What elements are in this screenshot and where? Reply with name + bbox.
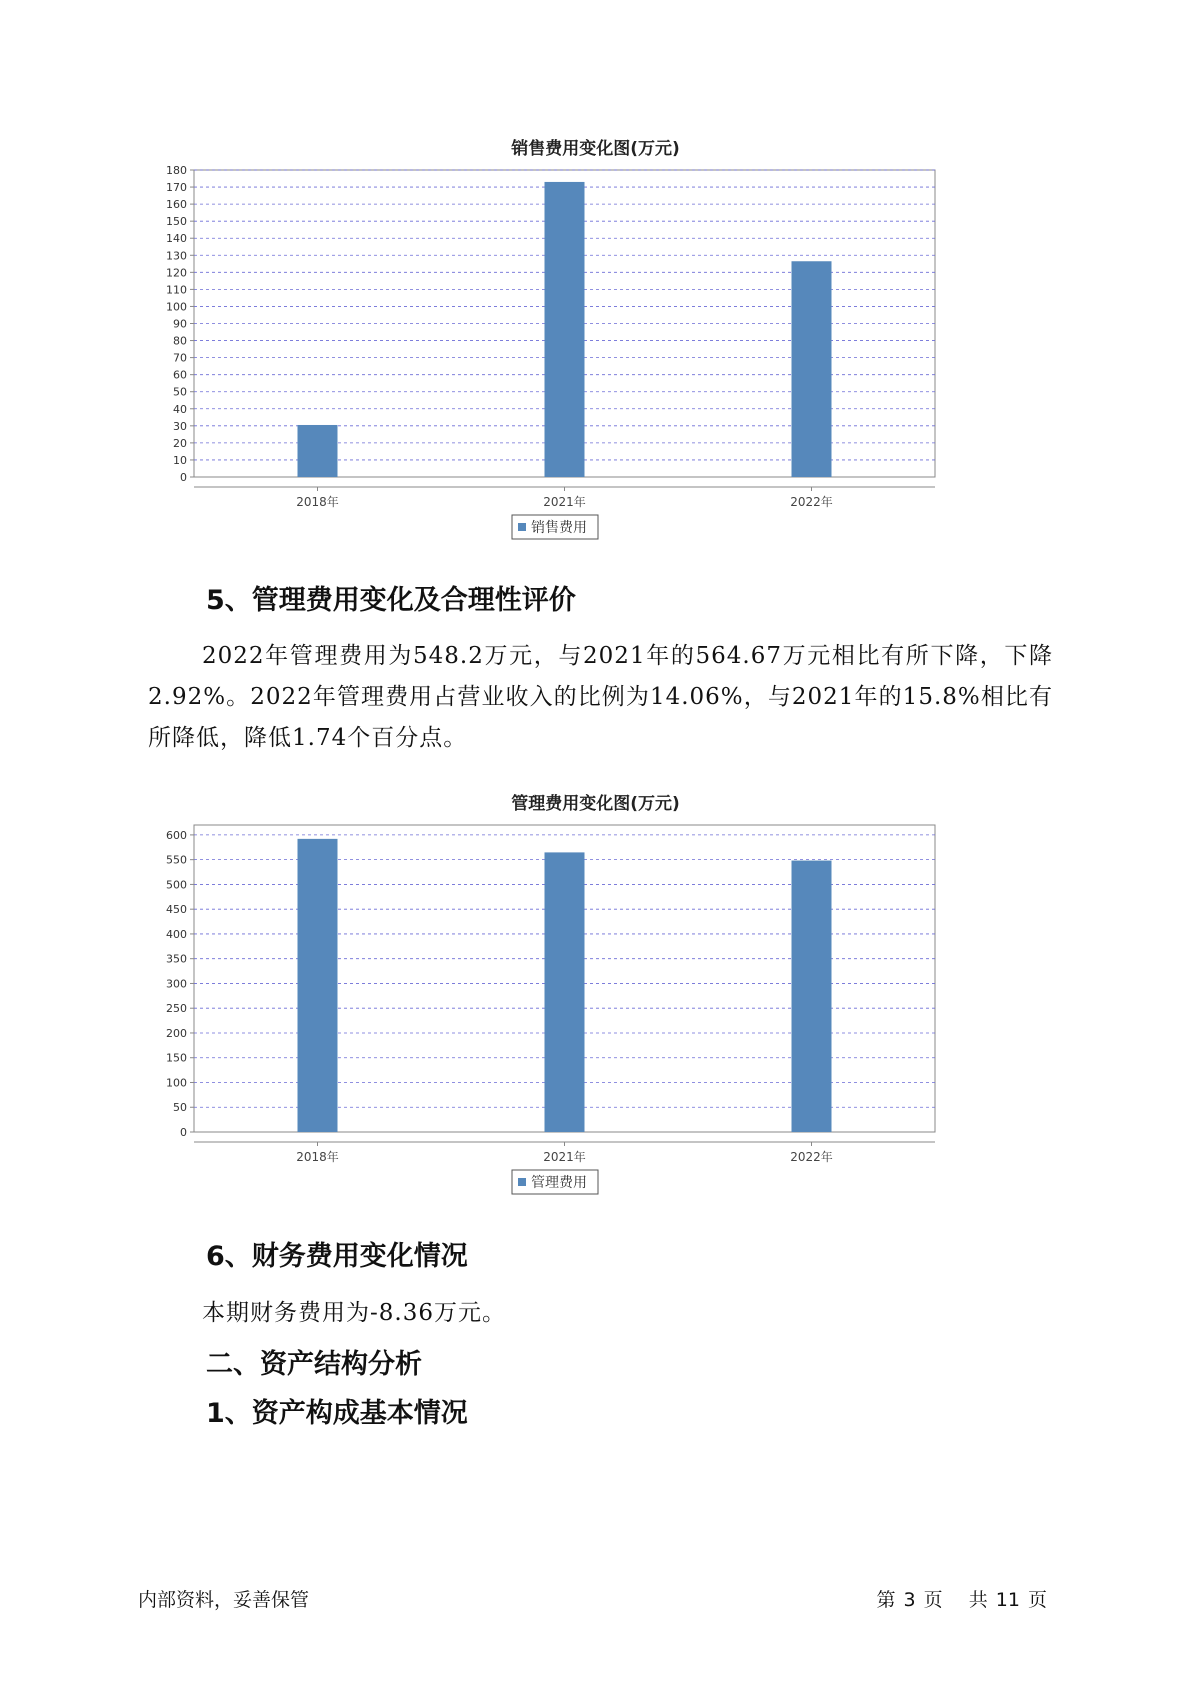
admin-chart-y-tick-label: 300: [166, 977, 187, 991]
sales-chart-y-tick-label: 20: [173, 436, 187, 450]
sales-chart-y-tick-label: 90: [173, 317, 187, 331]
admin-chart-y-tick-label: 0: [180, 1126, 187, 1139]
sales-chart-legend-label: 销售费用: [531, 520, 587, 536]
sales-chart-legend-swatch: [518, 523, 526, 531]
sales-chart-y-tick-label: 60: [173, 368, 187, 382]
sales-expense-chart: [150, 162, 1010, 552]
sales-chart-y-tick-label: 50: [173, 385, 187, 399]
sales-chart-y-tick-label: 160: [166, 198, 187, 212]
sales-chart-x-tick-label: 2018年: [296, 495, 339, 509]
admin-chart-y-tick-label: 100: [166, 1076, 187, 1090]
admin-expense-chart: [150, 817, 1010, 1207]
sales-chart-bar-2021年: [545, 182, 585, 477]
footer-confidential-note: 内部资料，妥善保管: [138, 1589, 310, 1611]
sales-expense-chart-title: 销售费用变化图(万元): [511, 139, 680, 159]
admin-chart-y-tick-label: 150: [166, 1051, 187, 1065]
admin-chart-y-tick-label: 200: [166, 1026, 187, 1040]
admin-chart-legend-label: 管理费用: [531, 1175, 587, 1191]
page-prefix: 第: [876, 1589, 896, 1611]
admin-chart-y-tick-label: 500: [166, 878, 187, 892]
sales-chart-y-tick-label: 180: [166, 164, 187, 177]
sales-chart-y-tick-label: 110: [166, 283, 187, 297]
sales-chart-y-tick-label: 120: [166, 266, 187, 280]
section-6-heading: 6、财务费用变化情况: [206, 1241, 468, 1272]
sales-chart-bar-2018年: [298, 425, 338, 477]
sales-chart-y-tick-label: 40: [173, 402, 187, 416]
total-unit: 页: [1027, 1589, 1047, 1611]
sales-chart-y-tick-label: 100: [166, 300, 187, 314]
sales-chart-y-tick-label: 130: [166, 249, 187, 263]
sales-chart-y-tick-label: 80: [173, 334, 187, 348]
sales-chart-bar-2022年: [792, 261, 832, 477]
admin-chart-x-tick-label: 2018年: [296, 1150, 339, 1164]
admin-chart-y-tick-label: 350: [166, 952, 187, 966]
admin-chart-y-tick-label: 600: [166, 828, 187, 842]
section-5-paragraph: 2022年管理费用为548.2万元，与2021年的564.67万元相比有所下降，下降2.92%。2022年管理费用占营业收入的比例为14.06%，与2021年的15.8%相比有所降低，降低1.74个百分点。: [148, 643, 1053, 751]
admin-chart-bar-2022年: [792, 861, 832, 1132]
admin-chart-y-tick-label: 550: [166, 853, 187, 867]
page-unit: 页: [923, 1589, 943, 1611]
sales-chart-x-tick-label: 2021年: [543, 495, 586, 509]
sales-chart-y-tick-label: 170: [166, 181, 187, 195]
sales-chart-y-tick-label: 0: [180, 471, 187, 484]
admin-chart-x-tick-label: 2021年: [543, 1150, 586, 1164]
admin-chart-y-tick-label: 400: [166, 927, 187, 941]
page-current: 3: [903, 1589, 916, 1611]
sales-chart-x-tick-label: 2022年: [790, 495, 833, 509]
admin-chart-y-tick-label: 450: [166, 903, 187, 917]
asset-composition-heading: 1、资产构成基本情况: [206, 1398, 468, 1429]
section-5-heading: 5、管理费用变化及合理性评价: [206, 585, 576, 616]
admin-chart-bar-2018年: [298, 839, 338, 1132]
asset-structure-heading: 二、资产结构分析: [206, 1349, 422, 1380]
sales-chart-y-tick-label: 30: [173, 419, 187, 433]
admin-chart-y-tick-label: 50: [173, 1101, 187, 1115]
sales-chart-y-tick-label: 150: [166, 215, 187, 229]
admin-expense-chart-title: 管理费用变化图(万元): [511, 794, 680, 814]
total-prefix: 共: [968, 1589, 988, 1611]
sales-chart-y-tick-label: 70: [173, 351, 187, 365]
admin-chart-y-tick-label: 250: [166, 1002, 187, 1016]
admin-chart-bar-2021年: [545, 852, 585, 1132]
footer-page-number: [873, 1585, 1051, 1612]
page-total: 11: [995, 1589, 1020, 1611]
sales-chart-y-tick-label: 10: [173, 453, 187, 467]
admin-chart-x-tick-label: 2022年: [790, 1150, 833, 1164]
section-6-paragraph: 本期财务费用为-8.36万元。: [202, 1300, 506, 1326]
admin-chart-legend-swatch: [518, 1178, 526, 1186]
sales-chart-y-tick-label: 140: [166, 232, 187, 246]
